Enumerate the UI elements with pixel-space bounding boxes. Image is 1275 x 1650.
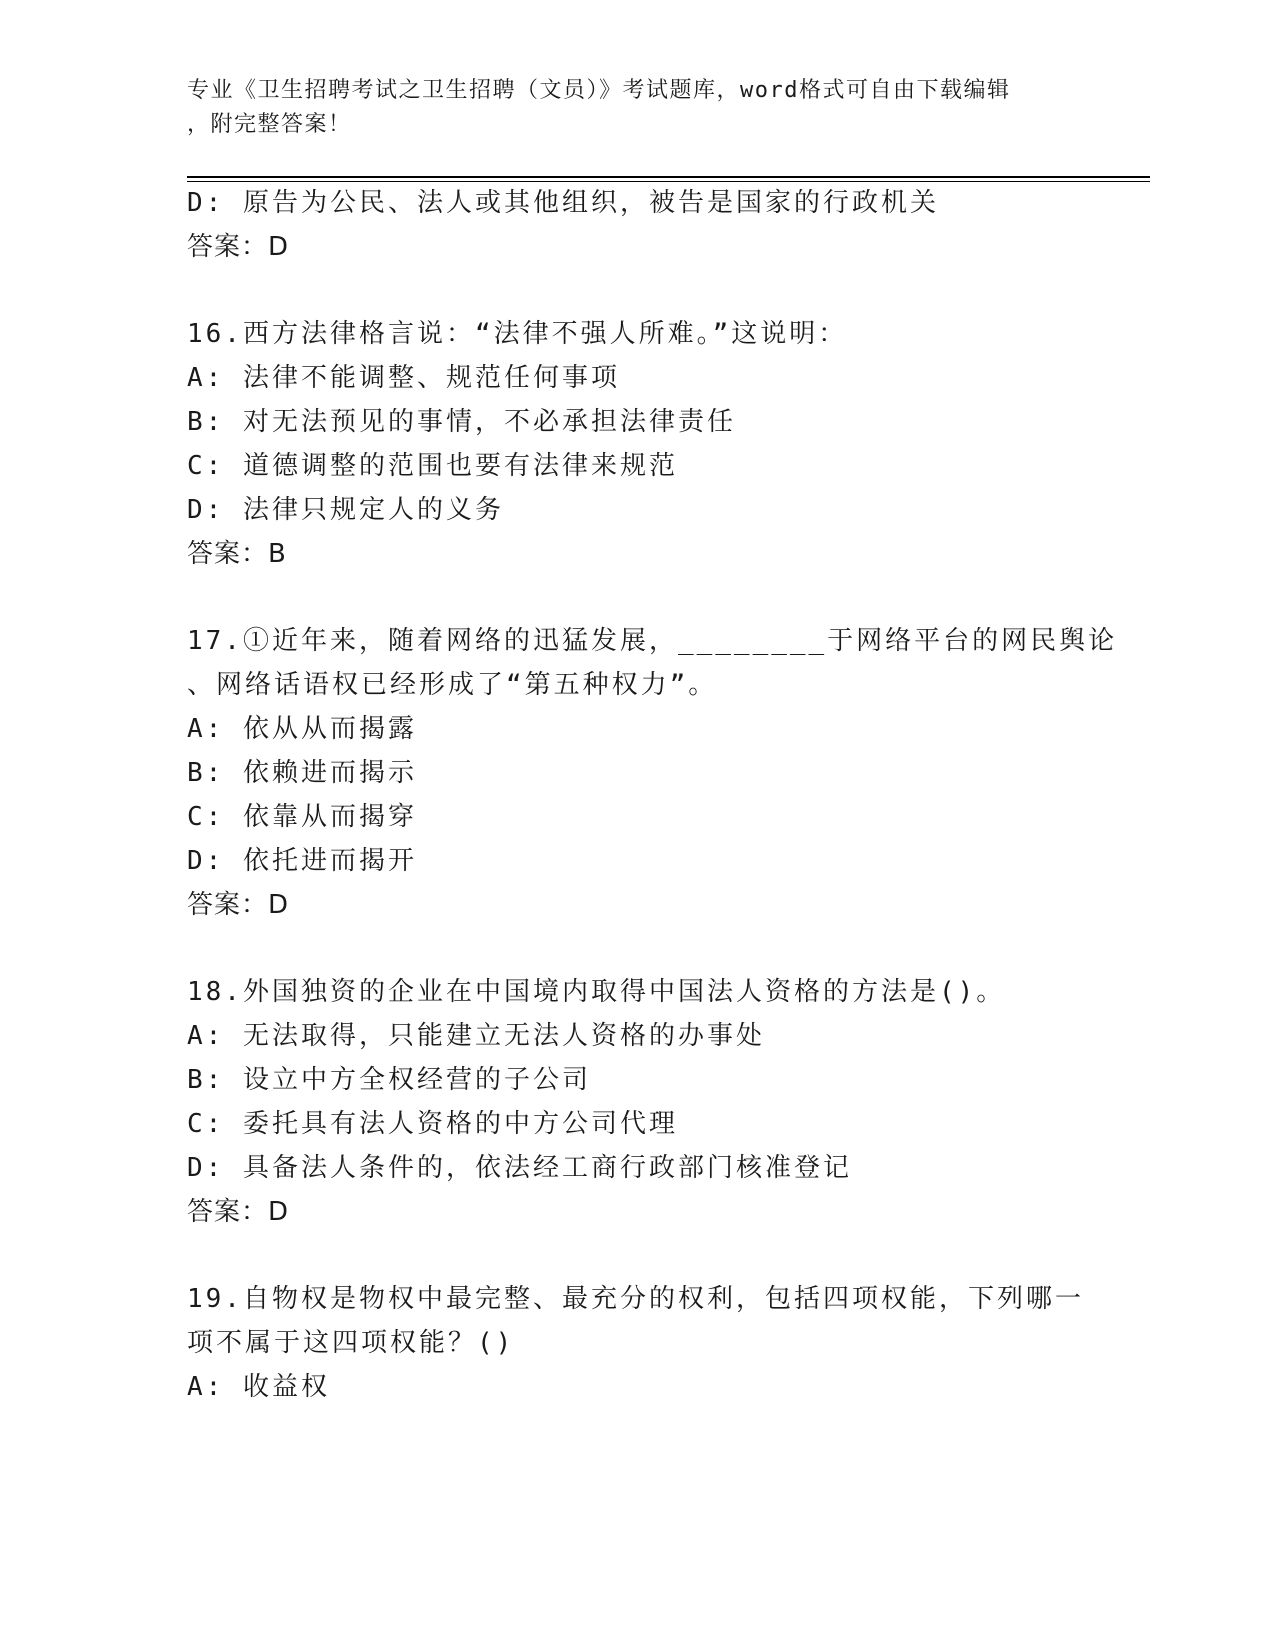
document-header (187, 74, 1087, 142)
question-16-stem: 16.西方法律格言说：“法律不强人所难。”这说明： (187, 319, 848, 349)
question-16-option-c: C: 道德调整的范围也要有法律来规范 (187, 451, 678, 481)
question-18-stem: 18.外国独资的企业在中国境内取得中国法人资格的方法是()。 (187, 977, 1006, 1007)
question-17-option-c: C: 依靠从而揭穿 (187, 802, 417, 832)
question-18-option-d: D: 具备法人条件的，依法经工商行政部门核准登记 (187, 1153, 852, 1183)
question-16-option-a: A: 法律不能调整、规范任何事项 (187, 363, 620, 393)
question-17-answer: 答案：D (187, 890, 290, 920)
question-17-stem-line-1: 17.①近年来，随着网络的迅猛发展，________于网络平台的网民舆论 (187, 626, 1118, 656)
question-16-option-b: B: 对无法预见的事情，不必承担法律责任 (187, 407, 736, 437)
header-line-2: ，附完整答案！ (187, 112, 352, 137)
question-18-option-b: B: 设立中方全权经营的子公司 (187, 1065, 591, 1095)
question-18-option-a: A: 无法取得，只能建立无法人资格的办事处 (187, 1021, 765, 1051)
question-16-option-d: D: 法律只规定人的义务 (187, 495, 504, 525)
question-18-option-c: C: 委托具有法人资格的中方公司代理 (187, 1109, 678, 1139)
question-15-answer: 答案：D (187, 232, 290, 262)
question-15-option-d: D: 原告为公民、法人或其他组织，被告是国家的行政机关 (187, 188, 939, 218)
question-16-answer: 答案：B (187, 539, 287, 569)
question-17-option-b: B: 依赖进而揭示 (187, 758, 417, 788)
header-divider-thin (187, 181, 1150, 182)
question-19-option-a: A: 收益权 (187, 1372, 330, 1402)
header-divider-thick (187, 176, 1150, 178)
question-17-option-d: D: 依托进而揭开 (187, 846, 417, 876)
header-line-1: 专业《卫生招聘考试之卫生招聘（文员）》考试题库，word格式可自由下载编辑 (187, 78, 1011, 103)
question-17-option-a: A: 依从从而揭露 (187, 714, 417, 744)
question-18-answer: 答案：D (187, 1197, 290, 1227)
question-19-stem-line-2: 项不属于这四项权能？() (187, 1328, 515, 1358)
question-17-stem-line-2: 、网络话语权已经形成了“第五种权力”。 (187, 670, 718, 700)
question-19-stem-line-1: 19.自物权是物权中最完整、最充分的权利，包括四项权能，下列哪一 (187, 1284, 1084, 1314)
